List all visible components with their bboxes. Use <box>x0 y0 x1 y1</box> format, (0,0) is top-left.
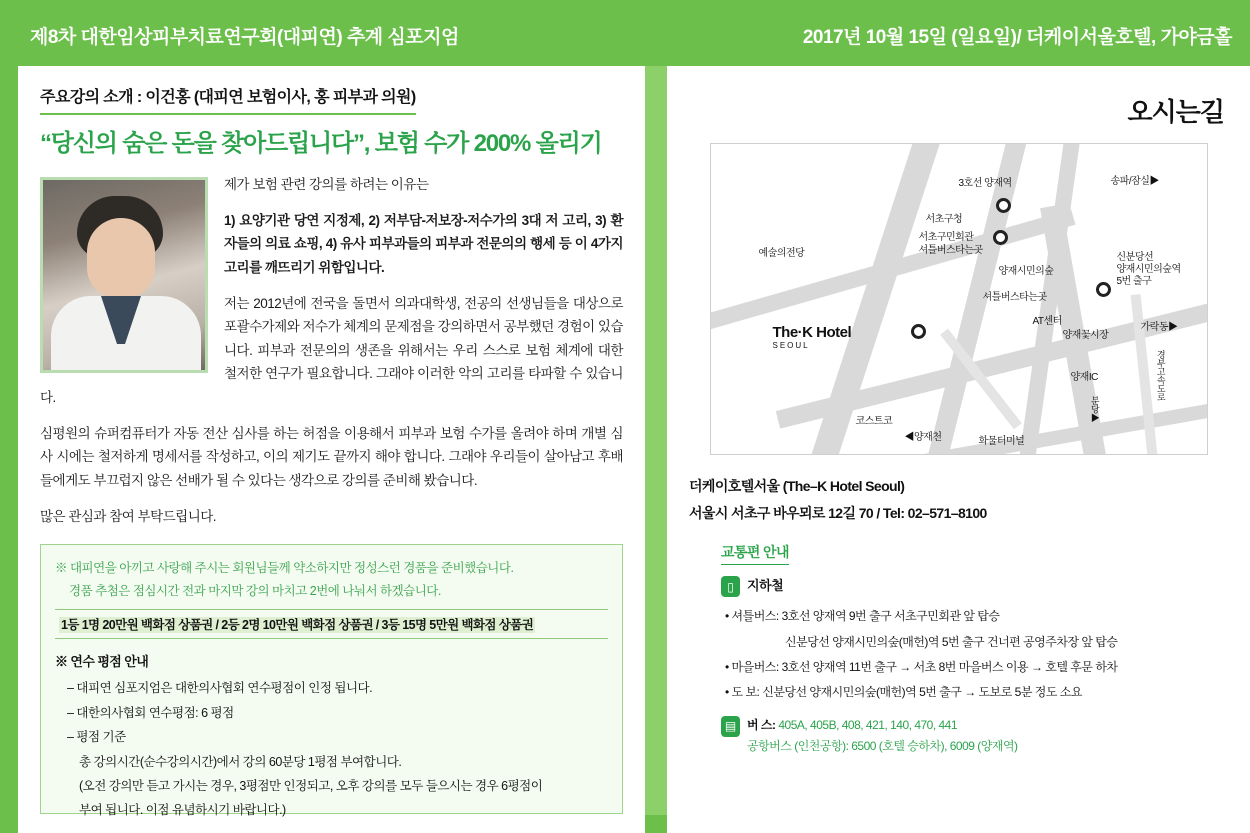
location-map <box>710 143 1208 455</box>
map-label: AT센터 <box>1032 316 1062 327</box>
prize-list-text: 1등 1명 20만원 백화점 상품권 / 2등 2명 10만원 백화점 상품권 / 3등 15명 5만원 백화점 상품권 <box>61 618 534 633</box>
map-poi-yangjae-forest-station <box>1096 282 1111 297</box>
prize-notice-line-2: 경품 추첨은 점심시간 전과 마지막 강의 마치고 2번에 나눠서 하겠습니다. <box>69 584 441 599</box>
paragraph-1: 제가 보험 관련 강의를 하려는 이유는 <box>224 177 429 192</box>
credit-item: – 평점 기준 <box>67 730 126 745</box>
map-label: 경부고속도로 <box>1155 350 1166 401</box>
map-poi-the-k-hotel <box>911 324 926 339</box>
address-block <box>689 473 1232 526</box>
subway-row <box>721 575 1232 597</box>
page-header <box>0 0 1250 66</box>
bus-numbers: 405A, 405B, 408, 421, 140, 470, 441 <box>778 717 958 732</box>
map-label: 셔틀버스타는곳 <box>918 245 983 256</box>
transit-bullet: • 마을버스: 3호선 양재역 11번 출구 → 서초 8번 마을버스 이용 → 호텔 후문 하차 <box>725 659 1118 674</box>
transit-bullet: • 셔틀버스: 3호선 양재역 9번 출구 서초구민회관 앞 탑승 <box>725 609 1000 624</box>
map-label: 분당▶ <box>1089 396 1100 422</box>
paragraph-5: 많은 관심과 참여 부탁드립니다. <box>40 508 217 524</box>
credit-guide-title: ※ 연수 평점 안내 <box>55 654 149 670</box>
directions-title: 오시는길 <box>1127 97 1224 127</box>
address-line-1: 더케이호텔서울 (The–K Hotel Seoul) <box>689 478 905 494</box>
credit-subitem: (오전 강의만 듣고 가시는 경우, 3평점만 인정되고, 오후 강의를 모두 들으시는 경우 6평점이 <box>79 778 543 793</box>
map-label: 양재IC <box>1070 372 1098 383</box>
prize-list <box>55 609 608 639</box>
header-date: 2017년 10월 15일 (일요일)/ 더케이서울호텔, 가야금홀 <box>802 27 1232 48</box>
map-label: 양재시민의숲 <box>998 266 1054 277</box>
map-label: 양재꽃시장 <box>1062 330 1109 341</box>
map-label: 코스트코 <box>855 416 893 427</box>
transit-bullet: • 도 보: 신분당선 양재시민의숲(매헌)역 5번 출구 → 도보로 5분 정도 소요 <box>725 685 1082 700</box>
map-hotel-label <box>773 324 852 350</box>
bus-row <box>721 715 1232 758</box>
map-label: 예술의전당 <box>758 248 805 259</box>
right-column <box>667 66 1250 833</box>
lecture-title: “당신의 숨은 돈을 찾아드립니다”, 보험 수가 200% 올리기 <box>40 130 602 157</box>
portrait-face <box>87 218 155 298</box>
map-label: 셔틀버스타는곳 <box>982 292 1047 303</box>
paragraph-4: 심평원의 슈퍼컴퓨터가 자동 전산 심사를 하는 허점을 이용해서 피부과 보험 수가를 올려야 하며 개별 심사 시에는 철저하게 명세서를 작성하고, 이의 제기도 끝까지 해야 합니다. 그래야 우리들이 살아남고 후배들에게도 부끄럽지 않은 선배가 될 수 있다는 생각으로 강의를 준비해 봤습니다. <box>40 425 623 488</box>
map-label: 3호선 양재역 <box>958 178 1012 189</box>
prize-notice-line-1: ※ 대피연을 아끼고 사랑해 주시는 회원님들께 약소하지만 정성스런 경품을 준비했습니다. <box>55 561 514 576</box>
left-column <box>18 66 645 833</box>
credit-guide-list <box>55 676 608 822</box>
map-label: 가락동▶ <box>1140 322 1178 333</box>
credit-item: – 대한의사협회 연수평점: 6 평점 <box>67 705 234 720</box>
map-label: 서초구청 <box>925 214 963 225</box>
header-title: 제8차 대한임상피부치료연구회(대피연) 추계 심포지엄 <box>30 27 459 48</box>
bus-info <box>747 715 1018 758</box>
map-hotel-sub: SEOUL <box>772 341 810 350</box>
map-hotel-name: The·K Hotel <box>772 324 852 341</box>
paragraph-3: 저는 2012년에 전국을 돌면서 의과대학생, 전공의 선생님들을 대상으로 포괄수가제와 저수가 체계의 문제점을 강의하면서 공부했던 경험이 있습니다. 피부과 전문의의 생존을 위해서는 우리 스스로 보험 체계에 대한 철저한 연구가 필요합니다. 그래야 이러한 악의 고리를 타파할 수 있습니다. <box>40 295 623 405</box>
notice-box <box>40 544 623 818</box>
credit-item: – 대피연 심포지엄은 대한의사협회 연수평점이 인정 됩니다. <box>67 681 373 696</box>
map-label: 5번 출구 <box>1116 276 1152 287</box>
transit-bullets <box>725 605 1232 705</box>
map-label: 송파/잠실▶ <box>1110 176 1159 187</box>
map-label: 서초구민회관 <box>918 232 974 243</box>
left-green-rail <box>0 66 18 833</box>
bus-label: 버 스: <box>747 717 776 732</box>
credit-subitem: 부여 됩니다. 이점 유념하시기 바랍니다.) <box>79 803 286 818</box>
map-label: 화물터미널 <box>978 436 1025 447</box>
airport-bus-label: 공항버스 (인천공항): <box>747 739 849 754</box>
lecture-body <box>40 173 623 528</box>
speaker-portrait-image <box>40 177 208 373</box>
airport-bus-numbers: 6500 (호텔 승하차), 6009 (양재역) <box>851 739 1018 754</box>
subway-icon: ▯ <box>721 576 740 597</box>
map-poi-yangjae-station <box>996 198 1011 213</box>
transit-guide-title: 교통편 안내 <box>721 542 789 565</box>
bus-icon: ▤ <box>721 716 740 737</box>
lecture-intro-heading: 주요강의 소개 : 이건홍 (대피연 보험이사, 홍 피부과 의원) <box>40 84 416 115</box>
map-poi-seocho-community-center <box>993 230 1008 245</box>
credit-subitem: 총 강의시간(순수강의시간)에서 강의 60분당 1평점 부여합니다. <box>79 754 402 769</box>
map-label: ◀양재천 <box>904 432 942 443</box>
map-label: 양재시민의숲역 <box>1116 264 1181 275</box>
prize-notice <box>55 557 608 603</box>
address-line-2: 서울시 서초구 바우뫼로 12길 70 / Tel: 02–571–8100 <box>689 504 987 521</box>
transit-bullet-indent: 신분당선 양재시민의숲(매헌)역 5번 출구 건너편 공영주차장 앞 탑승 <box>785 634 1118 649</box>
paragraph-2: 1) 요양기관 당연 지정제, 2) 저부담-저보장-저수가의 3대 저 고리, 3) 환자들의 의료 쇼핑, 4) 유사 피부과들의 피부과 전문의의 행세 등 이 4가지 고리를 깨뜨리기 위함입니다. <box>224 212 623 275</box>
subway-label: 지하철 <box>747 578 784 594</box>
center-green-divider <box>645 66 667 833</box>
map-label: 신분당선 <box>1116 252 1154 263</box>
